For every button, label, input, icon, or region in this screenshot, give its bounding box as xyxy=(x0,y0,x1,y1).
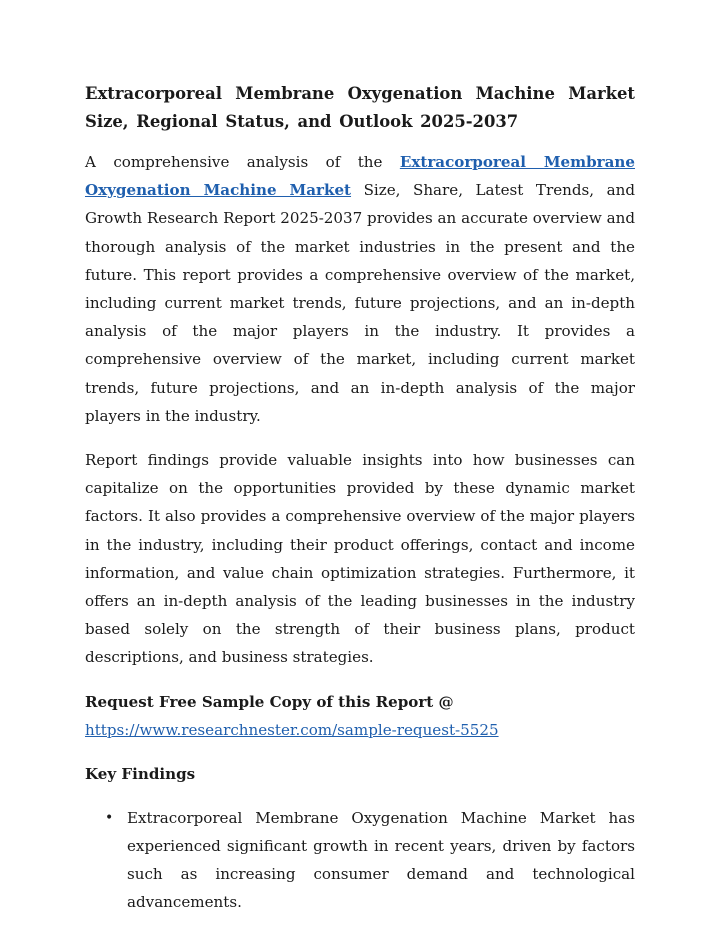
intro-paragraph xyxy=(85,148,635,430)
report-findings-paragraph: Report findings provide valuable insights into how businesses can capitalize on the opportunities provided by these dynamic market factors. It also provides a comprehensive overview of the major players in the industry, including their product offerings, contact and income information, and value chain optimization strategies. Furthermore, it offers an in-depth analysis of the leading businesses in the industry based solely on the strength of their business plans, product descriptions, and business strategies. xyxy=(85,451,635,667)
intro-suffix: Size, Share, Latest Trends, and Growth Research Report 2025-2037 provides an accurate overview and thorough analysis of the market industries in the present and the future. This report provides a comprehensive overview of the market, including current market trends, future projections, and an in-depth analysis of the major players in the industry. It provides a comprehensive overview of the market, including current market trends, future projections, and an in-depth analysis of the major players in the industry. xyxy=(85,181,635,425)
sample-request-block xyxy=(85,688,635,744)
document-title: Extracorporeal Membrane Oxygenation Machine Market Size, Regional Status, and Outlook 2025-2037 xyxy=(85,84,635,131)
list-item-text: Extracorporeal Membrane Oxygenation Machine Market has experienced significant growth in recent years, driven by factors such as increasing consumer demand and technological advancements. xyxy=(127,808,635,912)
document-page xyxy=(85,80,635,916)
intro-prefix: A comprehensive analysis of the xyxy=(85,153,400,171)
list-item xyxy=(85,804,635,917)
sample-request-link[interactable]: https://www.researchnester.com/sample-request-5525 xyxy=(85,720,499,739)
sample-request-label: Request Free Sample Copy of this Report @ xyxy=(85,692,454,711)
bullet-icon: • xyxy=(105,809,114,826)
key-findings-list xyxy=(85,804,635,917)
key-findings-heading: Key Findings xyxy=(85,764,196,783)
market-report-link[interactable]: Extracorporeal Membrane Oxygenation Machine Market xyxy=(85,153,635,200)
